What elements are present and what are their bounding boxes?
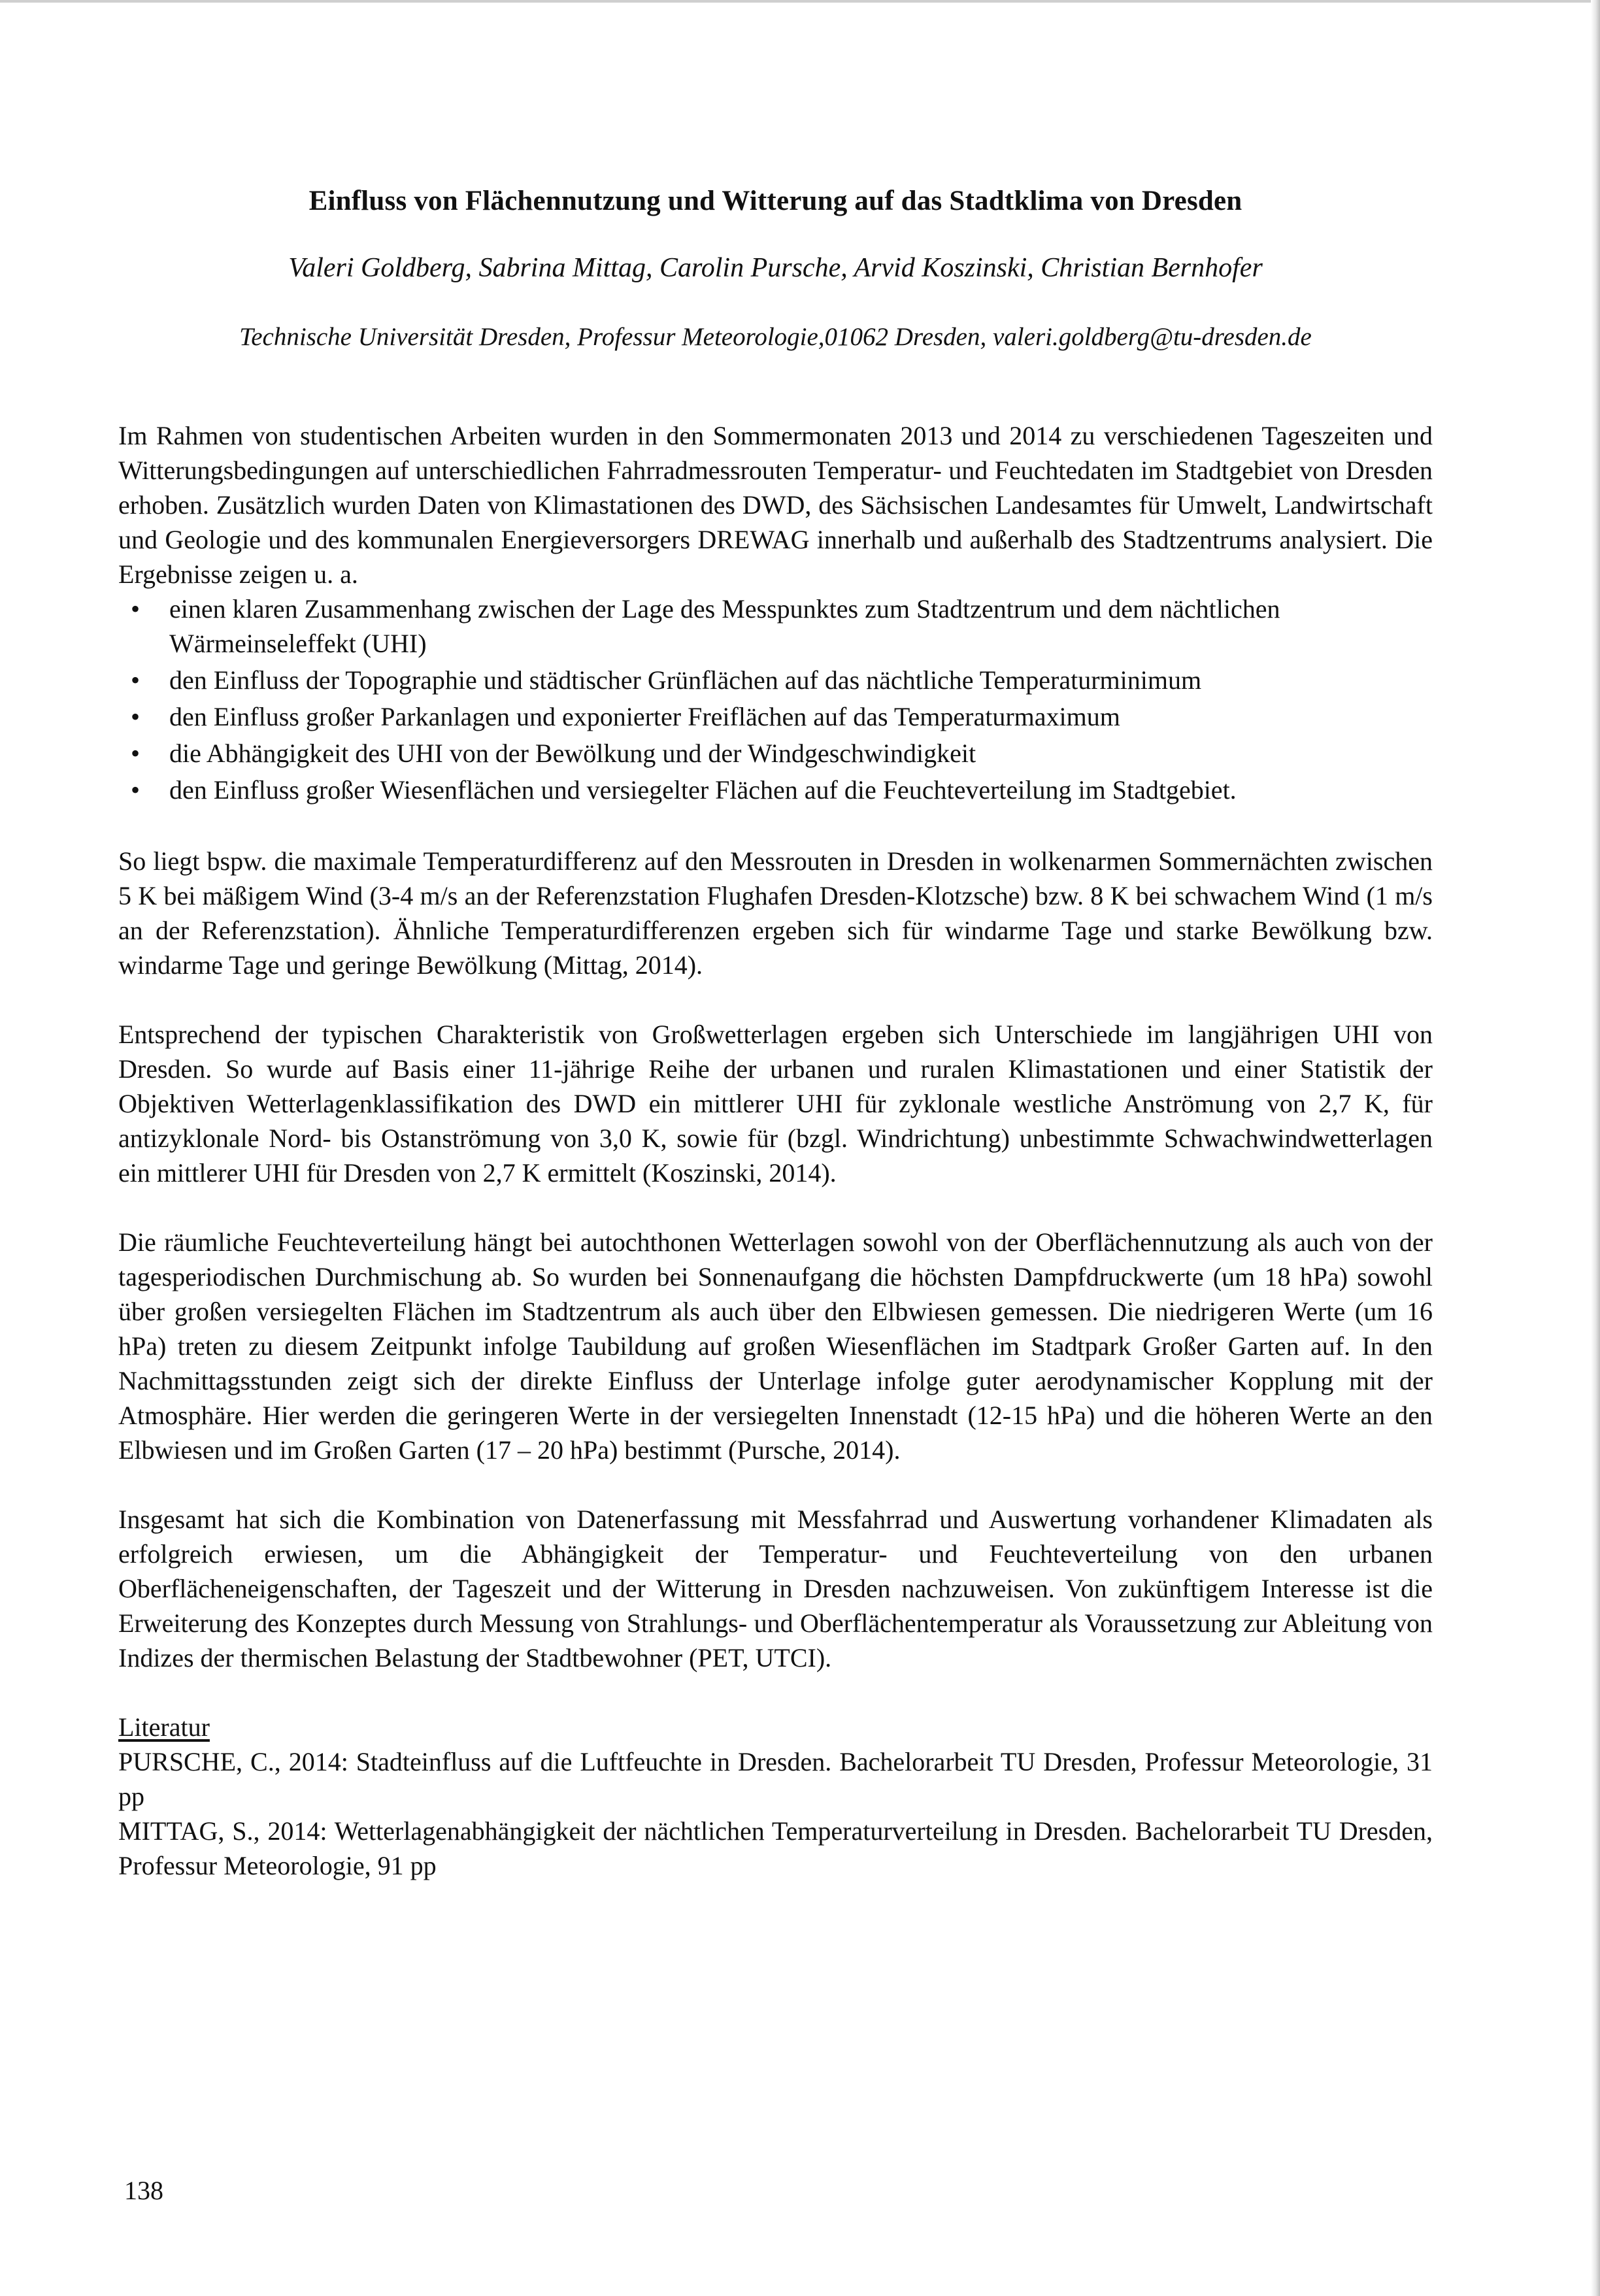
body-paragraph: Insgesamt hat sich die Kombination von Datenerfassung mit Messfahrrad und Auswertung vorhandener Klimadaten als erfolgreich erwiesen, um die Abhängigkeit der Temperatur- und Feuchteverteilung von den urbanen Oberflächeneigenschaften, der Tageszeit und der Witterung in Dresden nachzuweisen. Von zukünftigem Interesse ist die Erweiterung des Konzeptes durch Messung von Strahlungs- und Oberflächentemperatur als Voraussetzung zur Ableitung von Indizes der thermischen Belastung der Stadtbewohner (PET, UTCI). — [118, 1505, 1433, 1672]
list-item — [118, 699, 1433, 734]
list-item-text: den Einfluss großer Wiesenflächen und versiegelter Flächen auf die Feuchteverteilung im Stadtgebiet. — [169, 775, 1237, 805]
list-item — [118, 591, 1433, 661]
list-item-text: die Abhängigkeit des UHI von der Bewölkung und der Windgeschwindigkeit — [169, 739, 976, 768]
bullet-icon: • — [130, 594, 140, 624]
list-item — [118, 663, 1433, 697]
bullet-icon: • — [130, 739, 140, 768]
body-paragraph: So liegt bspw. die maximale Temperaturdifferenz auf den Messrouten in Dresden in wolkenarmen Sommernächten zwischen 5 K bei mäßigem Wind (3-4 m/s an der Referenzstation Flughafen Dresden-Klotzsche) bzw. 8 K bei schwachem Wind (1 m/s an der Referenzstation). Ähnliche Temperaturdifferenzen ergeben sich für windarme Tage und starke Bewölkung bzw. windarme Tage und geringe Bewölkung (Mittag, 2014). — [118, 846, 1433, 980]
list-item-text: den Einfluss der Topographie und städtischer Grünflächen auf das nächtliche Temperaturminimum — [169, 665, 1202, 695]
list-item — [118, 736, 1433, 771]
body-paragraph: Die räumliche Feuchteverteilung hängt bei autochthonen Wetterlagen sowohl von der Oberflächennutzung als auch von der tagesperiodischen Durchmischung ab. So wurden bei Sonnenaufgang die höchsten Dampfdruckwerte (um 18 hPa) sowohl über großen versiegelten Flächen im Stadtzentrum als auch über den Elbwiesen gemessen. Die niedrigeren Werte (um 16 hPa) treten zu diesem Zeitpunkt infolge Taubildung auf großen Wiesenflächen im Stadtpark Großer Garten auf. In den Nachmittagsstunden zeigt sich der direkte Einfluss der Unterlage infolge guter aerodynamischer Kopplung mit der Atmosphäre. Hier werden die geringeren Werte in der versiegelten Innenstadt (12-15 hPa) und die höheren Werte an den Elbwiesen und im Großen Garten (17 – 20 hPa) bestimmt (Pursche, 2014). — [118, 1227, 1433, 1465]
document-page — [118, 183, 1433, 1883]
body-paragraph: Entsprechend der typischen Charakteristik von Großwetterlagen ergeben sich Unterschiede im langjährigen UHI von Dresden. So wurde auf Basis einer 11-jährige Reihe der urbanen und ruralen Klimastationen und einer Statistik der Objektiven Wetterlagenklassifikation des DWD ein mittlerer UHI für zyklonale westliche Anströmung von 2,7 K, für antizyklonale Nord- bis Ostanströmung von 3,0 K, sowie für (bzgl. Windrichtung) unbestimmte Schwachwindwetterlagen ein mittlerer UHI für Dresden von 2,7 K ermittelt (Koszinski, 2014). — [118, 1020, 1433, 1188]
author-list: Valeri Goldberg, Sabrina Mittag, Carolin Pursche, Arvid Koszinski, Christian Bernhofer — [288, 253, 1263, 283]
paragraph-gap — [118, 982, 1433, 1017]
intro-paragraph: Im Rahmen von studentischen Arbeiten wurden in den Sommermonaten 2013 und 2014 zu verschiedenen Tageszeiten und Witterungsbedingungen auf unterschiedlichen Fahrradmessrouten Temperatur- und Feuchtedaten im Stadtgebiet von Dresden erhoben. Zusätzlich wurden Daten von Klimastationen des DWD, des Sächsischen Landesamtes für Umwelt, Landwirtschaft und Geologie und des kommunalen Energieversorgers DREWAG innerhalb und außerhalb des Stadtzentrums analysiert. Die Ergebnisse zeigen u. a. — [118, 421, 1433, 589]
reference-entry: MITTAG, S., 2014: Wetterlagenabhängigkeit der nächtlichen Temperaturverteilung in Dresden. Bachelorarbeit TU Dresden, Professur Meteorologie, 91 pp — [118, 1816, 1433, 1880]
results-list — [118, 591, 1433, 807]
paragraph-gap — [118, 1675, 1433, 1710]
list-item-text: den Einfluss großer Parkanlagen und exponierter Freiflächen auf das Temperaturmaximum — [169, 702, 1120, 731]
reference-entry: PURSCHE, C., 2014: Stadteinfluss auf die Luftfeuchte in Dresden. Bachelorarbeit TU Dresden, Professur Meteorologie, 31 pp — [118, 1747, 1433, 1811]
article-title: Einfluss von Flächennutzung und Witterung auf das Stadtklima von Dresden — [308, 186, 1242, 216]
paragraph-gap — [118, 1467, 1433, 1502]
bullet-icon: • — [130, 702, 140, 731]
scan-edge-right — [1591, 0, 1600, 2296]
paragraph-gap — [118, 1190, 1433, 1225]
bullet-icon: • — [130, 775, 140, 805]
list-item-text: einen klaren Zusammenhang zwischen der Lage des Messpunktes zum Stadtzentrum und dem nächtlichen Wärmeinseleffekt (UHI) — [169, 594, 1280, 658]
affiliation: Technische Universität Dresden, Professur Meteorologie,01062 Dresden, valeri.goldberg@tu-dresden.de — [239, 323, 1312, 351]
scan-edge-top — [0, 0, 1600, 3]
list-item — [118, 773, 1433, 807]
literature-heading: Literatur — [118, 1712, 210, 1742]
bullet-icon: • — [130, 665, 140, 695]
page-number: 138 — [124, 2176, 163, 2205]
paragraph-gap — [118, 809, 1433, 844]
